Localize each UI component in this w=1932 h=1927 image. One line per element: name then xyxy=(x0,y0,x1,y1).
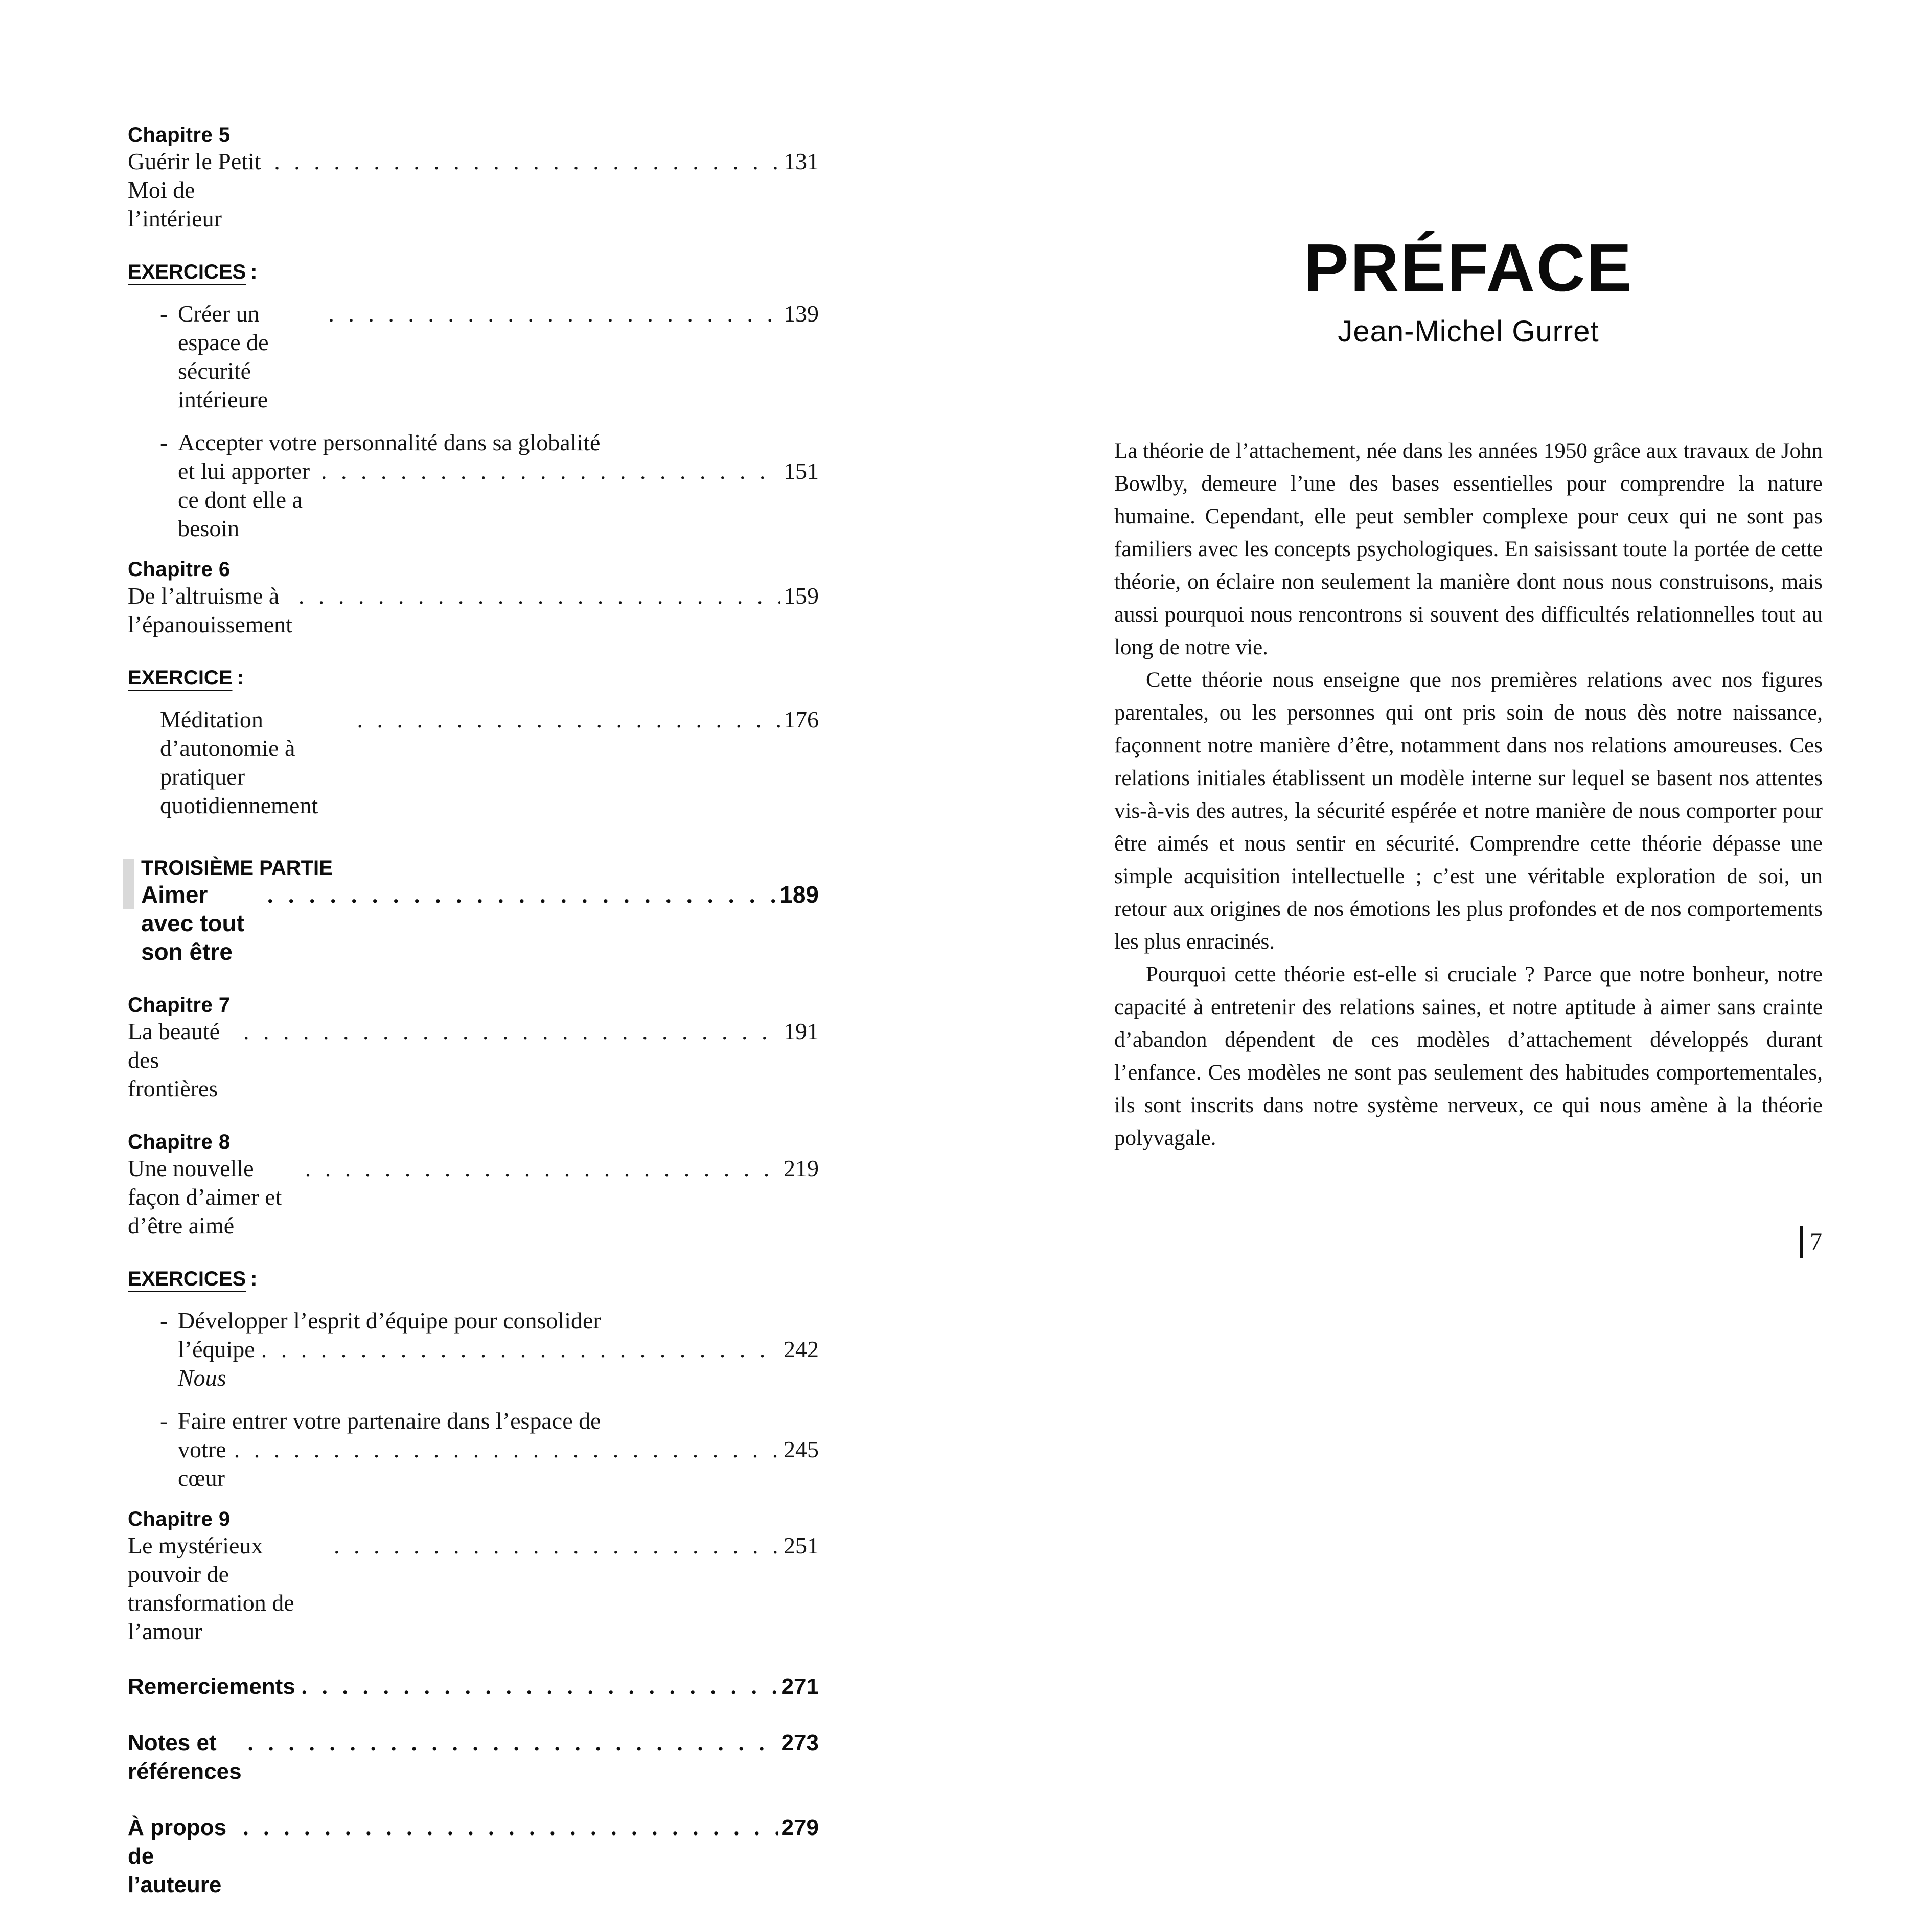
chapter-title: La beauté des frontières xyxy=(128,1018,220,1102)
backmatter-title: Notes et références xyxy=(128,1730,242,1784)
toc-chapter-9 xyxy=(128,1507,819,1646)
dot-leader xyxy=(334,1531,780,1560)
dot-leader xyxy=(248,1729,778,1757)
toc-chapter-6 xyxy=(128,557,819,639)
chapter-title-row xyxy=(128,1531,819,1646)
exercise-title-line1: Développer l’esprit d’équipe pour consolider xyxy=(178,1307,601,1334)
preface-paragraph: Pourquoi cette théorie est-elle si cruciale ? Parce que notre bonheur, notre capacité à entretenir des relations saines, et notre aptitude à aimer sans crainte d’abandon dépendent de ces modèles d’attachement développés durant l’enfance. Ces modèles ne sont pas seulement des habitudes comportementales, ils sont inscrits dans notre système nerveux, ce qui nous amène à la théorie polyvagale. xyxy=(1114,962,1823,1150)
exercise-item xyxy=(128,300,819,414)
exercise-title: Méditation d’autonomie à pratiquer quotidiennement xyxy=(160,706,318,818)
chapter-label: Chapitre 8 xyxy=(128,1131,231,1153)
dot-leader xyxy=(234,1435,780,1464)
dash-marker: - xyxy=(160,1408,168,1434)
part-title: Aimer avec tout son être xyxy=(141,881,244,965)
exercises-heading: EXERCICES : xyxy=(128,1268,258,1290)
backmatter-remerciements xyxy=(128,1672,819,1701)
chapter-title-row xyxy=(128,1017,819,1103)
dot-leader xyxy=(274,147,780,176)
preface-author: Jean-Michel Gurret xyxy=(1338,315,1599,348)
page-ref: 219 xyxy=(784,1155,819,1181)
exercise-item xyxy=(128,428,819,543)
backmatter-title: À propos de l’auteure xyxy=(128,1815,227,1897)
chapter-title: Guérir le Petit Moi de l’intérieur xyxy=(128,148,261,232)
chapter-label: Chapitre 7 xyxy=(128,994,231,1016)
page-ref: 189 xyxy=(779,881,819,908)
toc-chapter-8 xyxy=(128,1130,819,1240)
page-footer xyxy=(1800,1226,1822,1258)
dash-marker: - xyxy=(160,429,168,455)
exercise-title-line1: Faire entrer votre partenaire dans l’espace de xyxy=(178,1408,601,1434)
chapter-title: Une nouvelle façon d’aimer et d’être aimé xyxy=(128,1155,282,1238)
chapter-label: Chapitre 6 xyxy=(128,558,231,581)
dot-leader xyxy=(357,705,780,734)
dash-marker: - xyxy=(160,1307,168,1334)
chapter-title: De l’altruisme à l’épanouissement xyxy=(128,583,292,637)
dot-leader xyxy=(298,582,780,610)
exercise-item xyxy=(128,1306,819,1392)
page-ref: 242 xyxy=(784,1336,819,1362)
dot-leader xyxy=(267,881,776,909)
chapter-title: Le mystérieux pouvoir de transformation de l’amour xyxy=(128,1532,294,1644)
page-ref: 139 xyxy=(784,301,819,327)
exercise-title-line2: votre cœur xyxy=(178,1436,226,1491)
toc-chapter-5 xyxy=(128,123,819,233)
page-ref: 279 xyxy=(781,1815,819,1840)
dot-leader xyxy=(305,1154,780,1183)
exercise-title-line1: Accepter votre personnalité dans sa globalité xyxy=(178,429,601,455)
page-ref: 191 xyxy=(784,1018,819,1044)
part-marker-bar xyxy=(123,859,134,909)
folio-number: 7 xyxy=(1810,1228,1822,1255)
exercise-item xyxy=(128,705,819,820)
page-ref: 271 xyxy=(781,1674,819,1699)
preface-paragraph: Cette théorie nous enseigne que nos premières relations avec nos figures parentales, ou les personnes qui ont pris soin de nous dès notre naissance, façonnent notre manière d’être, notamment dans nos relations amoureuses. Ces relations initiales établissent un modèle interne sur lequel se basent nos attentes vis-à-vis des autres, la sécurité espérée et notre manière de nous comporter pour être aimés et nous sentir en sécurité. Comprendre cette théorie dépasse une simple acquisition intellectuelle ; c’est une véritable exploration de soi, un retour aux origines de nos émotions les plus profondes et de nos comportements les plus enracinés. xyxy=(1114,668,1823,954)
preface-body xyxy=(1114,435,1823,1155)
preface-title: PRÉFACE xyxy=(1303,230,1634,305)
dot-leader xyxy=(261,1335,780,1364)
part-title-row xyxy=(141,880,819,966)
dot-leader xyxy=(302,1672,778,1701)
toc-part-3 xyxy=(128,856,819,966)
page-ref: 131 xyxy=(784,148,819,174)
exercise-title-line2: et lui apporter ce dont elle a besoin xyxy=(178,458,310,541)
dot-leader xyxy=(321,457,780,486)
page-ref: 159 xyxy=(784,583,819,609)
backmatter-apropos xyxy=(128,1814,819,1899)
exercise-heading: EXERCICE : xyxy=(128,667,244,689)
italic-word: Nous xyxy=(178,1365,226,1391)
dot-leader xyxy=(243,1814,778,1842)
chapter-title-row xyxy=(128,147,819,233)
dash-marker: - xyxy=(160,301,168,327)
chapter-title-row xyxy=(128,582,819,639)
exercise-item xyxy=(128,1407,819,1493)
toc-page xyxy=(128,123,819,1927)
backmatter-title: Remerciements xyxy=(128,1674,295,1699)
chapter-label: Chapitre 5 xyxy=(128,124,231,146)
toc-chapter-7 xyxy=(128,993,819,1103)
preface-paragraph: La théorie de l’attachement, née dans les années 1950 grâce aux travaux de John Bowlby, demeure l’une des bases essentielles pour comprendre la nature humaine. Cependant, elle peut sembler complexe pour ceux qui ne sont pas familiers avec les concepts psychologiques. En saisissant toute la portée de cette théorie, on éclaire non seulement la manière dont nous nous construisons, mais aussi pourquoi nous rencontrons si souvent des difficultés relationnelles tout au long de notre vie. xyxy=(1114,439,1823,659)
page-ref: 273 xyxy=(781,1730,819,1755)
exercises-heading: EXERCICES : xyxy=(128,261,258,283)
dot-leader xyxy=(328,300,780,328)
chapter-title-row xyxy=(128,1154,819,1240)
dot-leader xyxy=(243,1017,780,1046)
part-label: TROISIÈME PARTIE xyxy=(141,857,333,879)
chapter-label: Chapitre 9 xyxy=(128,1508,231,1530)
exercise-title-line2: l’équipe Nous xyxy=(178,1336,255,1391)
backmatter-notes xyxy=(128,1729,819,1786)
page-ref: 176 xyxy=(784,706,819,732)
page-ref: 151 xyxy=(784,458,819,484)
exercise-title: Créer un espace de sécurité intérieure xyxy=(178,301,269,412)
page-ref: 245 xyxy=(784,1436,819,1462)
page-ref: 251 xyxy=(784,1532,819,1558)
preface-page xyxy=(1114,230,1823,1155)
folio-divider xyxy=(1800,1226,1803,1258)
